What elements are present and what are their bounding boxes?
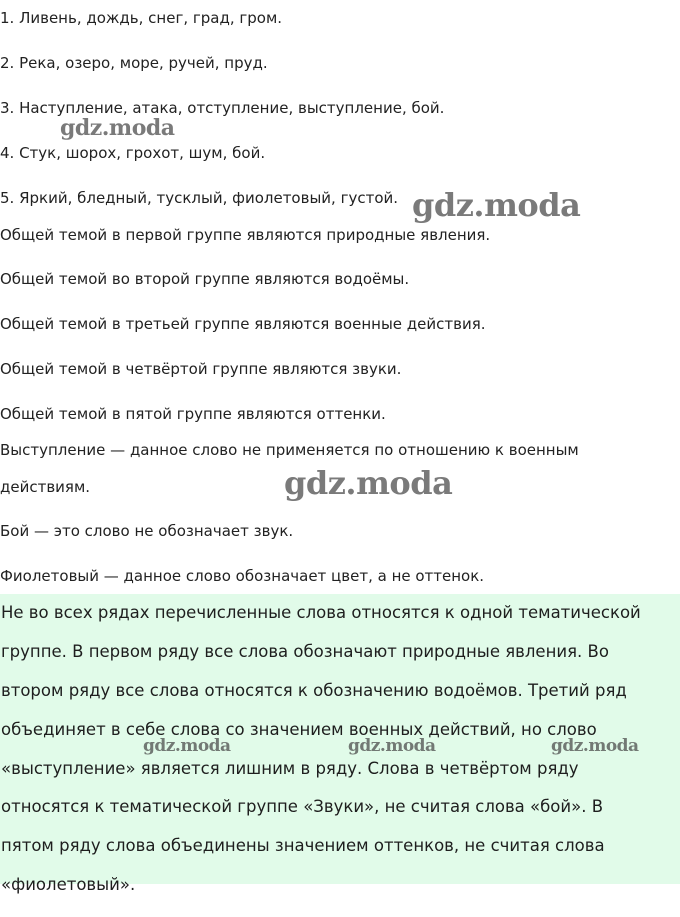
theme-line-1: Общей темой в первой группе являются природные явления. xyxy=(0,226,491,244)
word-row-1: 1. Ливень, дождь, снег, град, гром. xyxy=(0,9,283,27)
extra-word-line-2: действиям. xyxy=(0,478,91,496)
watermark-1: gdz.moda xyxy=(60,115,175,141)
answer-line-3: втором ряду все слова относятся к обозначению водоёмов. Третий ряд xyxy=(1,681,627,700)
theme-line-3: Общей темой в третьей группе являются военные действия. xyxy=(0,315,486,333)
word-row-3: 3. Наступление, атака, отступление, выступление, бой. xyxy=(0,99,445,117)
theme-line-4: Общей темой в четвёртой группе являются звуки. xyxy=(0,360,402,378)
extra-word-line-1: Выступление — данное слово не применяется по отношению к военным xyxy=(0,441,579,459)
extra-word-line-3: Бой — это слово не обозначает звук. xyxy=(0,522,294,540)
watermark-2: gdz.moda xyxy=(412,186,581,224)
watermark-6: gdz.moda xyxy=(551,736,639,756)
word-row-4: 4. Стук, шорох, грохот, шум, бой. xyxy=(0,144,266,162)
theme-line-2: Общей темой во второй группе являются водоёмы. xyxy=(0,270,410,288)
answer-line-2: группе. В первом ряду все слова обозначают природные явления. Во xyxy=(1,642,609,661)
watermark-4: gdz.moda xyxy=(143,736,231,756)
answer-line-7: пятом ряду слова объединены значением оттенков, не считая слова xyxy=(1,836,605,855)
answer-box xyxy=(0,594,680,894)
answer-line-1: Не во всех рядах перечисленные слова относятся к одной тематической xyxy=(1,603,641,622)
answer-line-8: «фиолетовый». xyxy=(1,875,136,894)
answer-line-4: объединяет в себе слова со значением военных действий, но слово xyxy=(1,720,597,739)
answer-line-5: «выступление» является лишним в ряду. Слова в четвёртом ряду xyxy=(1,759,579,778)
word-row-5: 5. Яркий, бледный, тусклый, фиолетовый, густой. xyxy=(0,189,399,207)
theme-line-5: Общей темой в пятой группе являются оттенки. xyxy=(0,405,386,423)
watermark-3: gdz.moda xyxy=(284,464,453,502)
answer-line-6: относятся к тематической группе «Звуки», не считая слова «бой». В xyxy=(1,797,604,816)
extra-word-line-4: Фиолетовый — данное слово обозначает цвет, а не оттенок. xyxy=(0,567,485,585)
watermark-5: gdz.moda xyxy=(348,736,436,756)
word-row-2: 2. Река, озеро, море, ручей, пруд. xyxy=(0,54,268,72)
